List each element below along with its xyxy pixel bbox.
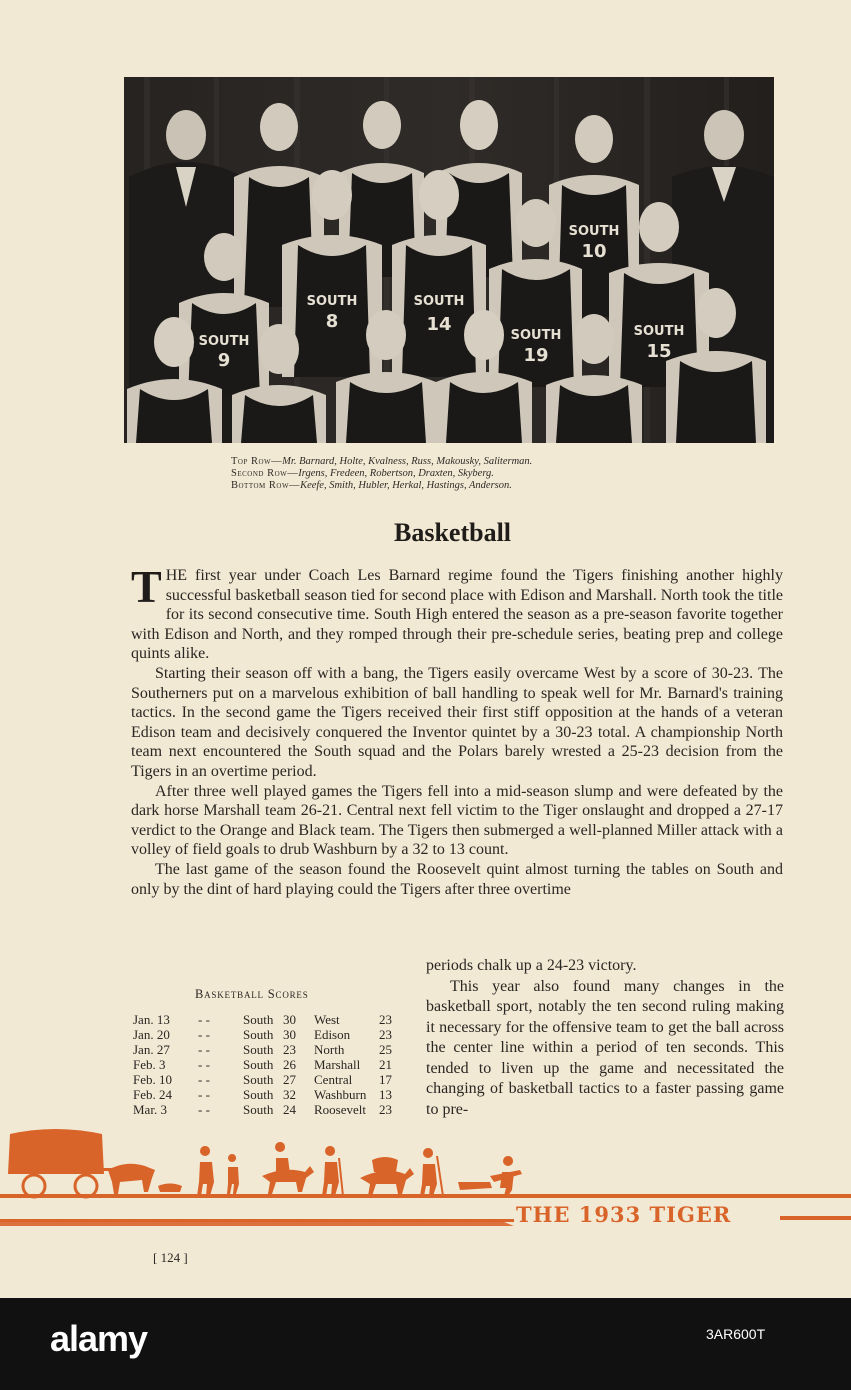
rifleman-icon (322, 1146, 344, 1196)
drop-cap: T (131, 561, 162, 612)
pack-horse-icon (360, 1157, 414, 1196)
caption-second-row: Second Row—Irgens, Fredeen, Robertson, Draxten, Skyberg. (231, 468, 494, 479)
covered-wagon-icon (8, 1129, 104, 1174)
svg-text:14: 14 (426, 314, 452, 335)
svg-text:SOUTH: SOUTH (413, 294, 465, 309)
score-row: Jan. 13 - - South 30 West 23 (133, 1012, 392, 1027)
stock-logo: alamy (50, 1318, 148, 1359)
photo-caption (231, 456, 532, 492)
paragraph-2: Starting their season off with a bang, the Tigers easily overcame West by a score of 30-23. The Southerners put on a marvelous exhibition of ball handling to speak well for Mr. Barnard's training tactics. In the second game the Tigers received their first stiff opposition at the hands of a veteran Edison team and decisively conquered the Inventor quintet by a 30-23 total. A championship North team next encountered the South squad and the Polars barely wrested a 25-23 decision from the Tigers in an overtime period. (131, 664, 783, 780)
caption-bottom-row: Bottom Row—Keefe, Smith, Hubler, Herkal, Hastings, Anderson. (231, 480, 512, 491)
svg-text:SOUTH: SOUTH (306, 294, 358, 309)
score-row: Jan. 20 - - South 30 Edison 23 (133, 1027, 392, 1042)
svg-text:15: 15 (646, 341, 672, 362)
svg-text:19: 19 (523, 345, 549, 366)
team-photo-illustration (124, 77, 774, 443)
walker-icon (197, 1146, 214, 1196)
svg-text:8: 8 (325, 311, 339, 332)
svg-text:SOUTH: SOUTH (198, 334, 250, 349)
score-row: Feb. 10 - - South 27 Central 17 (133, 1072, 392, 1087)
paragraph-1: THE first year under Coach Les Barnard regime found the Tigers finishing another highly successful basketball season tied for second place with Edison and Marshall. North took the title for its second consecutive time. South High entered the season as a pre-season favorite together with Edison and North, and they romped through their pre-schedule series, beating prep and college quints alike. (131, 561, 783, 663)
article-body (131, 561, 783, 899)
paragraph-3: After three well played games the Tigers fell into a mid-season slump and were defeated by the dark horse Marshall team 26-21. Central next fell victim to the Tiger onslaught and dropped a 27-17 verdict to the Orange and Black team. The Tigers then submerged a well-planned Miller attack with a volley of field goals to drub Washburn by a 32 to 13 count. (131, 782, 783, 859)
svg-text:10: 10 (581, 241, 607, 262)
paragraph-4-end: periods chalk up a 24-23 victory. (426, 957, 637, 974)
oxen-icon (108, 1164, 155, 1194)
score-row: Feb. 3 - - South 26 Marshall 21 (133, 1057, 392, 1072)
scores-table (133, 1012, 403, 1117)
yearbook-banner-title: THE 1933 TIGER (516, 1202, 732, 1227)
page-number: [ 124 ] (153, 1250, 188, 1265)
svg-text:SOUTH: SOUTH (633, 324, 685, 339)
caption-top-row: Top Row—Mr. Barnard, Holte, Kvalness, Russ, Makousky, Saliterman. (231, 456, 533, 467)
svg-text:SOUTH: SOUTH (510, 328, 562, 343)
paragraph-4: The last game of the season found the Roosevelt quint almost turning the tables on South and only by the dint of hard playing could the Tigers after three overtime (131, 860, 783, 898)
right-column-text (426, 956, 784, 1120)
section-title: Basketball (393, 518, 512, 547)
score-row: Mar. 3 - - South 24 Roosevelt 23 (133, 1102, 392, 1117)
scores-title: Basketball Scores (195, 987, 309, 1001)
team-photo (124, 77, 774, 443)
score-row: Jan. 27 - - South 23 North 25 (133, 1042, 392, 1057)
image-id: 3AR600T (706, 1326, 766, 1342)
svg-text:9: 9 (217, 350, 231, 371)
svg-text:SOUTH: SOUTH (568, 224, 620, 239)
score-row: Feb. 24 - - South 32 Washburn 13 (133, 1087, 392, 1102)
paragraph-5: This year also found many changes in the basketball sport, notably the ten second ruling making it necessary for the offensive team to get the ball across the center line within a period of ten seconds. This tended to liven up the game and necessitated the changing of basketball tactics to a faster passing game to pre- (426, 977, 784, 1118)
